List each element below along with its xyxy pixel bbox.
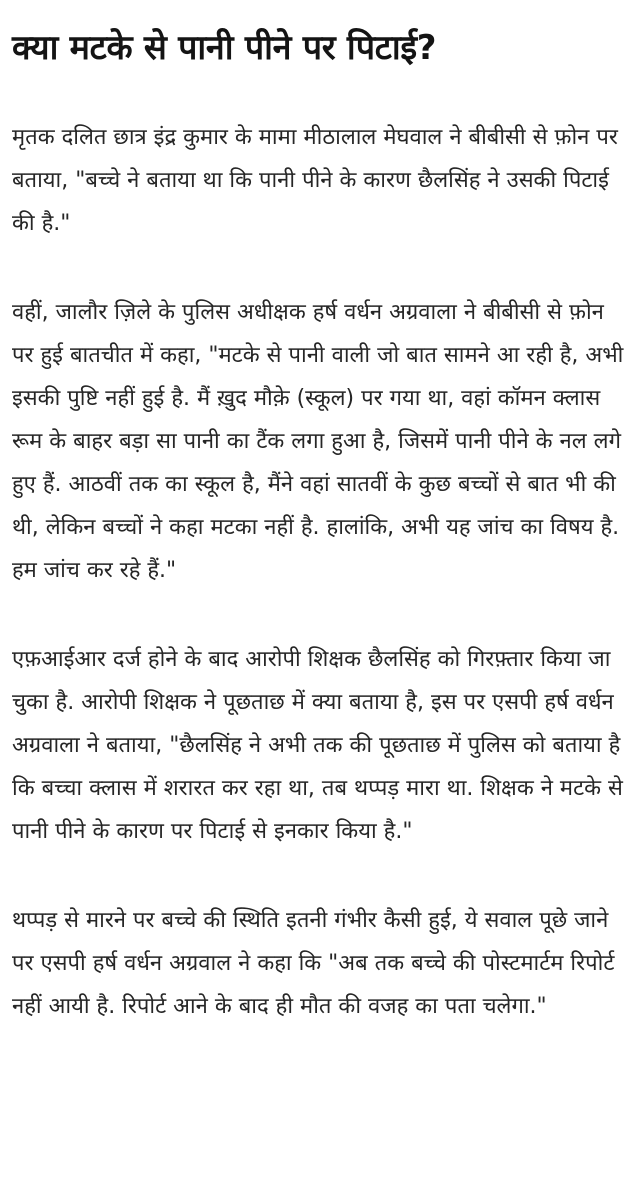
article-paragraph-1: मृतक दलित छात्र इंद्र कुमार के मामा मीठालाल मेघवाल ने बीबीसी से फ़ोन पर बताया, "बच्चे ने बताया था कि पानी पीने के कारण छैलसिंह ने उसकी पिटाई की है.": [12, 125, 618, 236]
article-subheading: क्या मटके से पानी पीने पर पिटाई?: [12, 28, 437, 68]
article-paragraph-3: एफ़आईआर दर्ज होने के बाद आरोपी शिक्षक छैलसिंह को गिरफ़्तार किया जा चुका है. आरोपी शिक्षक ने पूछताछ में क्या बताया है, इस पर एसपी हर्ष वर्धन अग्रवाला ने बताया, "छैलसिंह ने अभी तक की पूछताछ में पुलिस को बताया है कि बच्चा क्लास में शरारत कर रहा था, तब थप्पड़ मारा था. शिक्षक ने मटके से पानी पीने के कारण पर पिटाई से इनकार किया है.": [12, 647, 623, 844]
article-paragraph-4: थप्पड़ से मारने पर बच्चे की स्थिति इतनी गंभीर कैसी हुई, ये सवाल पूछे जाने पर एसपी हर्ष वर्धन अग्रवाल ने कहा कि "अब तक बच्चे की पोस्टमार्टम रिपोर्ट नहीं आयी है. रिपोर्ट आने के बाद ही मौत की वजह का पता चलेगा.": [12, 908, 615, 1019]
article-paragraph-2: वहीं, जालौर ज़िले के पुलिस अधीक्षक हर्ष वर्धन अग्रवाला ने बीबीसी से फ़ोन पर हुई बातचीत में कहा, "मटके से पानी वाली जो बात सामने आ रही है, अभी इसकी पुष्टि नहीं हुई है. मैं ख़ुद मौक़े (स्कूल) पर गया था, वहां कॉमन क्लास रूम के बाहर बड़ा सा पानी का टैंक लगा हुआ है, जिसमें पानी पीने के नल लगे हुए हैं. आठवीं तक का स्कूल है, मैंने वहां सातवीं के कुछ बच्चों से बात भी की थी, लेकिन बच्चों ने कहा मटका नहीं है. हालांकि, अभी यह जांच का विषय है. हम जांच कर रहे हैं.": [12, 300, 624, 583]
